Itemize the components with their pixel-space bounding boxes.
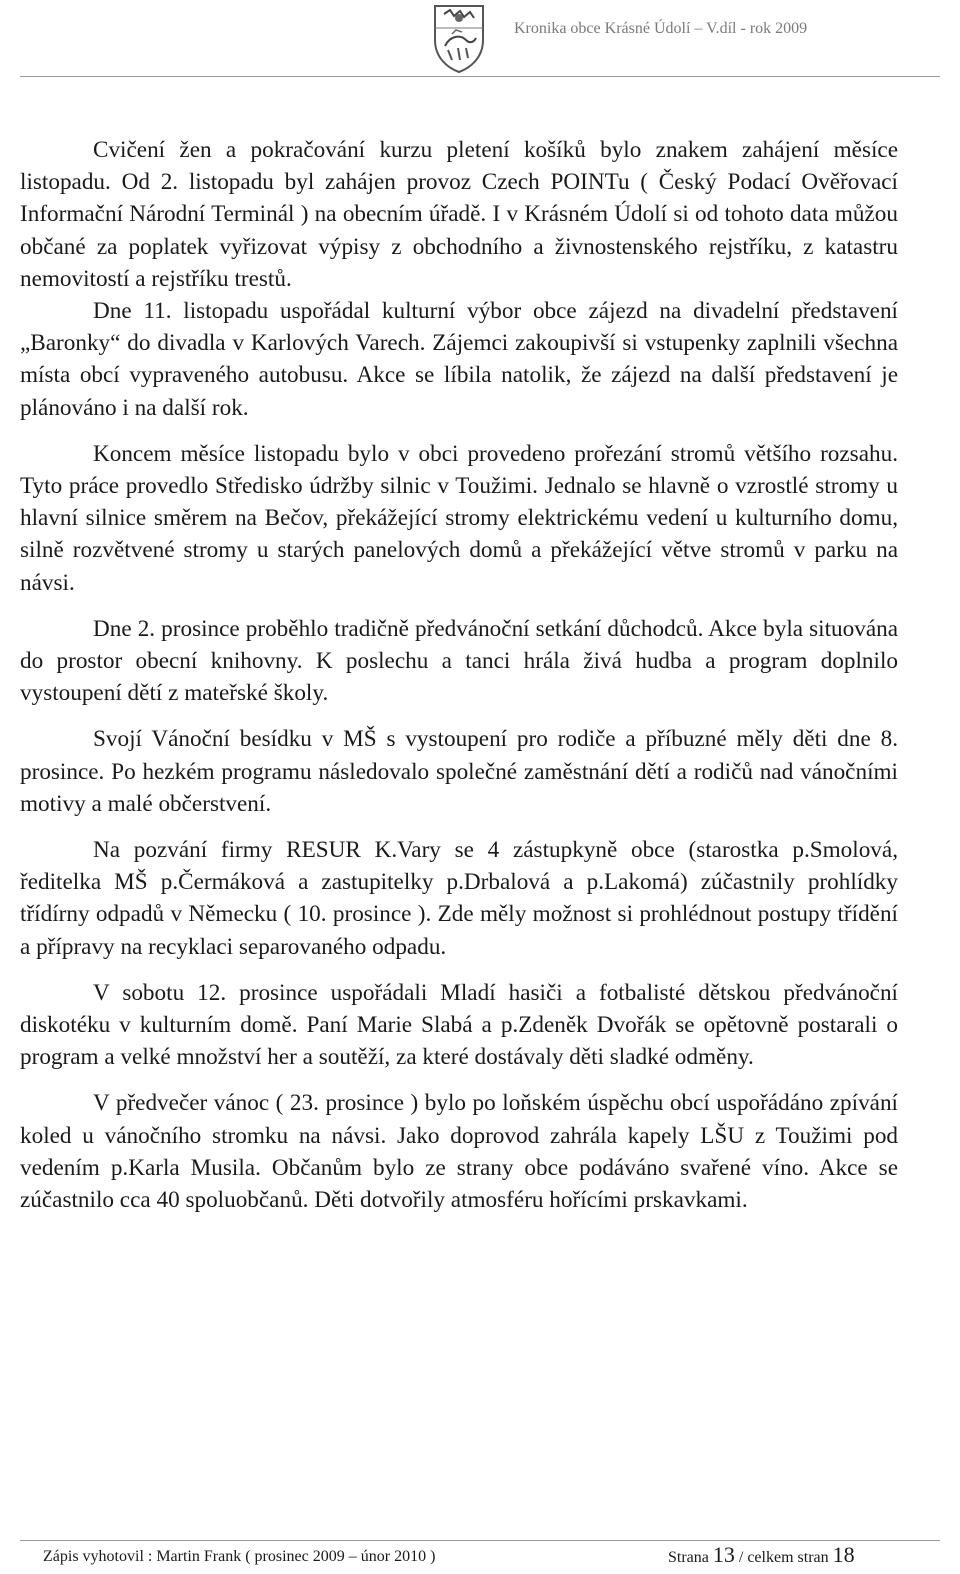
footer-page-info: [668, 1542, 855, 1568]
page-number: 13: [712, 1542, 735, 1567]
page-label: Strana: [668, 1549, 709, 1566]
paragraph-kindergarten-party: Svojí Vánoční besídku v MŠ s vystoupení pro rodiče a příbuzné měly děti dne 8. prosince. Po hezkém programu následovalo společné zaměstnání dětí a rodičů nad vánočními motivy a malé občerstvení.: [20, 726, 898, 817]
paragraph-theatre-trip: Dne 11. listopadu uspořádal kulturní výbor obce zájezd na divadelní představení „Baronky“ do divadla v Karlových Varech. Zájemci zakoupivší si vstupenky zaplnili všechna místa obcí vypraveného autobusu. Akce se líbila natolik, že zájezd na další představení je plánováno i na další rok.: [20, 298, 898, 421]
footer-author: Zápis vyhotovil : Martin Frank ( prosinec 2009 – únor 2010 ): [43, 1548, 436, 1565]
paragraph-carol-singing: V předvečer vánoc ( 23. prosince ) bylo po loňském úspěchu obcí uspořádáno zpívání koled u vánočního stromku na návsi. Jako doprovod zahrála kapely LŠU z Toužimi pod vedením p.Karla Musila. Občanům bylo ze strany obce podáváno svařené víno. Akce se zúčastnilo cca 40 spoluobčanů. Děti dotvořily atmosféru hořícími prskavkami.: [20, 1090, 898, 1214]
coat-of-arms-logo: [430, 2, 488, 74]
total-label: / celkem stran: [738, 1549, 829, 1566]
header-title: Kronika obce Krásné Údolí – V.díl - rok 2009: [514, 20, 808, 37]
paragraph-recycling-visit: Na pozvání firmy RESUR K.Vary se 4 zástupkyně obce (starostka p.Smolová, ředitelka MŠ p.Čermáková a zastupitelky p.Drbalová a p.Lakomá) zúčastnily prohlídky třídírny odpadů v Německu ( 10. prosince ). Zde měly možnost si prohlédnout postupy třídění a přípravy na recyklaci separovaného odpadu.: [20, 837, 898, 960]
paragraph-seniors-meeting: Dne 2. prosince proběhlo tradičně předvánoční setkání důchodců. Akce byla situována do prostor obecní knihovny. K poslechu a tanci hrála živá hudba a program doplnilo vystoupení dětí z mateřské školy.: [20, 615, 898, 707]
footer-divider: [20, 1540, 940, 1541]
total-pages: 18: [832, 1542, 855, 1567]
paragraph-christmas-disco: V sobotu 12. prosince uspořádali Mladí hasiči a fotbalisté dětskou předvánoční diskotéku v kulturním domě. Paní Marie Slabá a p.Zdeněk Dvořák se opětovně postarali o program a velké množství her a soutěží, za které dostávaly děti sladké odměny.: [20, 979, 898, 1071]
header-divider: [20, 76, 940, 77]
chronicle-text: [20, 134, 898, 1216]
page-header: [0, 0, 960, 80]
paragraph-czech-point: Cvičení žen a pokračování kurzu pletení košíků bylo znakem zahájení měsíce listopadu. Od 2. listopadu byl zahájen provoz Czech POINTu ( Český Podací Ověřovací Informační Národní Terminál ) na obecním úřadě. I v Krásném Údolí si od tohoto data můžou občané za poplatek vyřizovat výpisy z obchodního a živnostenského rejstříku, z katastru nemovitostí a rejstříku trestů.: [20, 137, 898, 292]
paragraph-tree-pruning: Koncem měsíce listopadu bylo v obci provedeno prořezání stromů většího rozsahu. Tyto práce provedlo Středisko údržby silnic v Toužimi. Jednalo se hlavně o vzrostlé stromy u hlavní silnice směrem na Bečov, překážející stromy elektrickému vedení u kulturního domu, silně rozvětvené stromy u starých panelových domů a překážející větve stromů v parku na návsi.: [20, 440, 898, 596]
